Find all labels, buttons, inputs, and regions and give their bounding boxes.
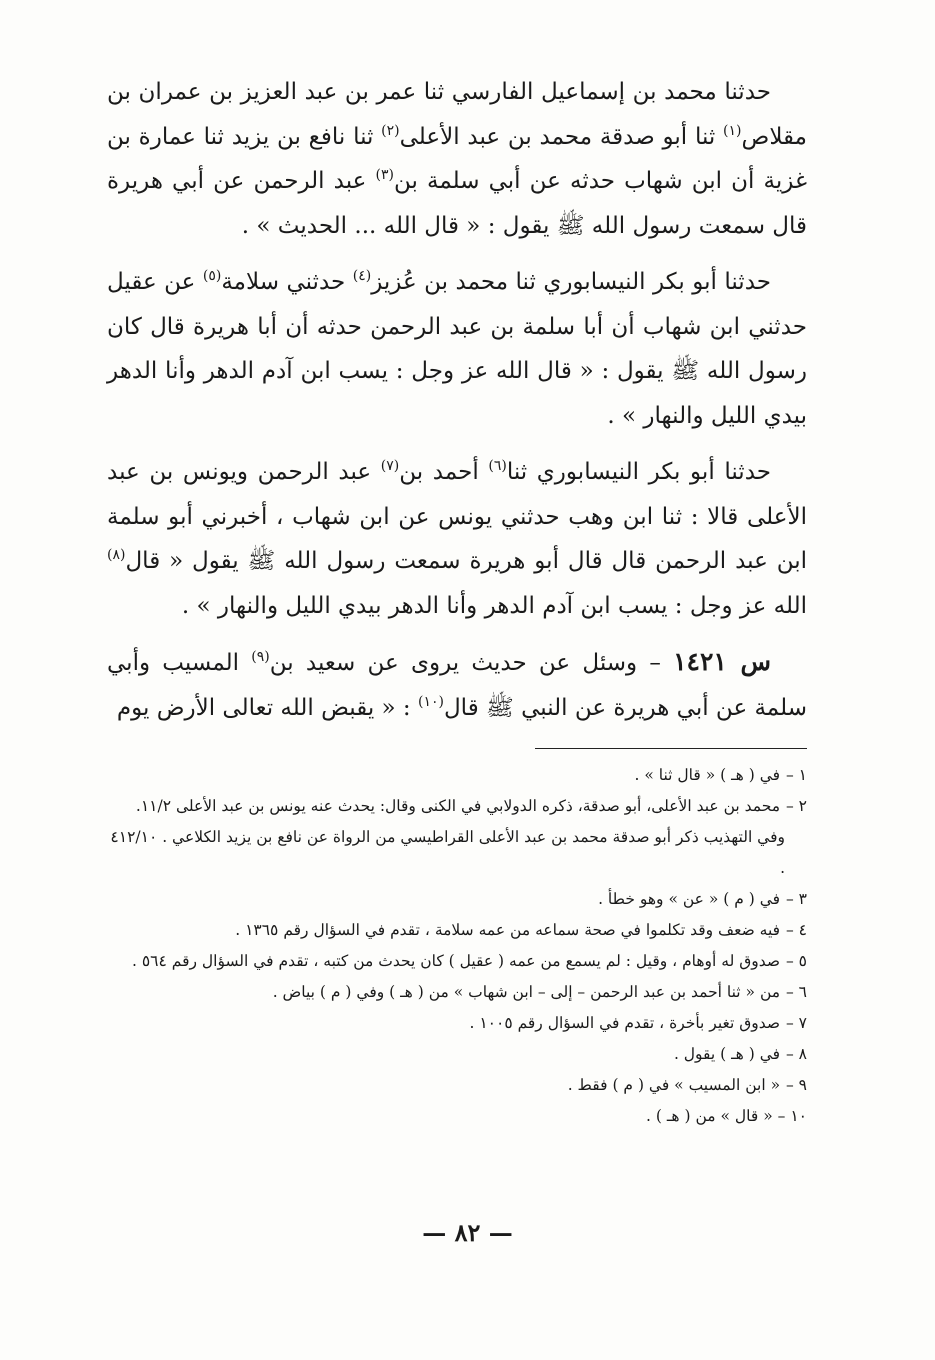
footnote-number: ٥ –: [785, 952, 807, 970]
footnote-text: « قال » من ( هـ ) .: [646, 1107, 773, 1125]
footnote: [107, 1039, 807, 1070]
text-run: عبد الرحمن ويونس بن عبد الأعلى قالا : ثنا ابن وهب حدثني يونس عن ابن شهاب ، أخبرني أبو سلمة ابن عبد الرحمن قال قال أبو هريرة سمعت رسول الله ﷺ يقول « قال: [107, 459, 807, 574]
footnote: [107, 1008, 807, 1039]
footnote-text: من « ثنا أحمد بن عبد الرحمن – إلى – ابن شهاب » من ( هـ ) وفي ( م ) بياض .: [272, 983, 781, 1001]
text-run: أحمد بن: [399, 459, 489, 485]
page-number: — ٨٢ —: [422, 1218, 513, 1247]
footnote-number: ٩ –: [785, 1076, 807, 1094]
footnote: [107, 915, 807, 946]
footnote-marker: (٤): [352, 268, 372, 284]
footnote-marker: (٥): [202, 268, 222, 284]
footnote-text: محمد بن عبد الأعلى، أبو صدقة، ذكره الدولابي في الكنى وقال: يحدث عنه يونس بن عبد الأعلى ١١/٢. وفي التهذيب ذكر أبو صدقة محمد بن عبد الأعلى القراطيسي من الرواة عن نافع بن يزيد الكلاعي . ٤١٢/١٠ .: [110, 797, 785, 877]
footnote-text: في ( هـ ) « قال ثنا » .: [634, 766, 781, 784]
footnote-divider: [535, 748, 807, 749]
footnote-number: ١ –: [785, 766, 807, 784]
text-run: الله عز وجل : يسب ابن آدم الدهر وأنا الدهر بيدي الليل والنهار » .: [181, 592, 807, 619]
footnote-marker: (٢): [381, 122, 400, 139]
text-run: حدثنا أبو بكر النيسابوري ثنا: [506, 459, 771, 485]
footnote-number: ٢ –: [785, 797, 807, 815]
text-run: المسيب وأبي سلمة عن أبي هريرة عن النبي ﷺ قال: [107, 650, 807, 721]
footnote-number: ٤ –: [785, 921, 807, 939]
footnote-text: صدوق له أوهام ، وقيل : لم يسمع من عمه ( عقيل ) كان يحدث من كتبه ، تقدم في السؤال رقم ٥٦٤ .: [132, 952, 781, 970]
footnotes: [107, 760, 807, 1132]
footnote: [107, 791, 807, 884]
footnote: [107, 946, 807, 977]
main-text: [107, 70, 807, 742]
text-run: حدثنا محمد بن إسماعيل الفارسي ثنا عمر بن عبد العزيز بن عمران بن مقلاص: [107, 79, 808, 150]
text-run: : « يقبض الله تعالى الأرض يوم: [116, 694, 418, 721]
paragraph-3: [107, 450, 807, 628]
footnote-marker: (١٠): [417, 693, 444, 710]
footnote-number: ٨ –: [785, 1045, 807, 1063]
footnote-number: ٣ –: [785, 890, 807, 908]
text-run: عن عقيل حدثني ابن شهاب أن أبا سلمة بن عبد الرحمن حدثه أن أبا هريرة قال كان رسول الله ﷺ يقول : « قال الله عز وجل : يسب ابن آدم الدهر وأنا الدهر بيدي الليل والنهار » .: [107, 269, 807, 429]
footnote-marker: (٧): [380, 458, 400, 474]
footnote-number: ١٠ –: [777, 1107, 807, 1125]
footnote-number: ٦ –: [785, 983, 807, 1001]
text-run: ثنا أبو صدقة محمد بن عبد الأعلى: [399, 123, 724, 150]
footnote: [107, 884, 807, 915]
paragraph-1: [107, 70, 807, 248]
footnote-text: في ( هـ ) يقول .: [673, 1045, 781, 1063]
text-run: حدثنا أبو بكر النيسابوري ثنا محمد بن عُزيز: [371, 269, 771, 295]
footnote-marker: (٩): [251, 649, 270, 665]
footnote: [107, 977, 807, 1008]
text-run: – وسئل عن حديث يروى عن سعيد بن: [269, 650, 674, 676]
footnote: [107, 1101, 807, 1132]
text-run: عبد الرحمن عن أبي هريرة قال سمعت رسول الله ﷺ يقول : « قال الله ... الحديث » .: [107, 168, 807, 239]
footnote-marker: (٣): [375, 167, 394, 183]
question-paragraph: [107, 640, 807, 730]
footnote-marker: (١): [723, 122, 742, 139]
footnote-marker: (٦): [488, 458, 507, 474]
footnote-number: ٧ –: [785, 1014, 807, 1032]
footnote-text: فيه ضعف وقد تكلموا في صحة سماعه من عمه سلامة ، تقدم في السؤال رقم ١٣٦٥ .: [235, 921, 781, 939]
footnote-text: صدوق تغير بأخرة ، تقدم في السؤال رقم ١٠٠٥ .: [469, 1014, 781, 1032]
footnote-text: في ( م ) « عن » وهو خطأ .: [598, 890, 781, 908]
text-run: ثنا نافع بن يزيد ثنا عمارة بن غزية أن ابن شهاب حدثه عن أبي سلمة بن: [107, 123, 807, 194]
footnote-marker: (٨): [107, 547, 126, 563]
footnote: [107, 760, 807, 791]
footnote: [107, 1070, 807, 1101]
paragraph-2: [107, 260, 807, 438]
question-number: س ١٤٢١: [673, 647, 771, 676]
text-run: حدثني سلامة: [221, 269, 353, 295]
footnote-text: « ابن المسيب » في ( م ) فقط .: [567, 1076, 781, 1094]
